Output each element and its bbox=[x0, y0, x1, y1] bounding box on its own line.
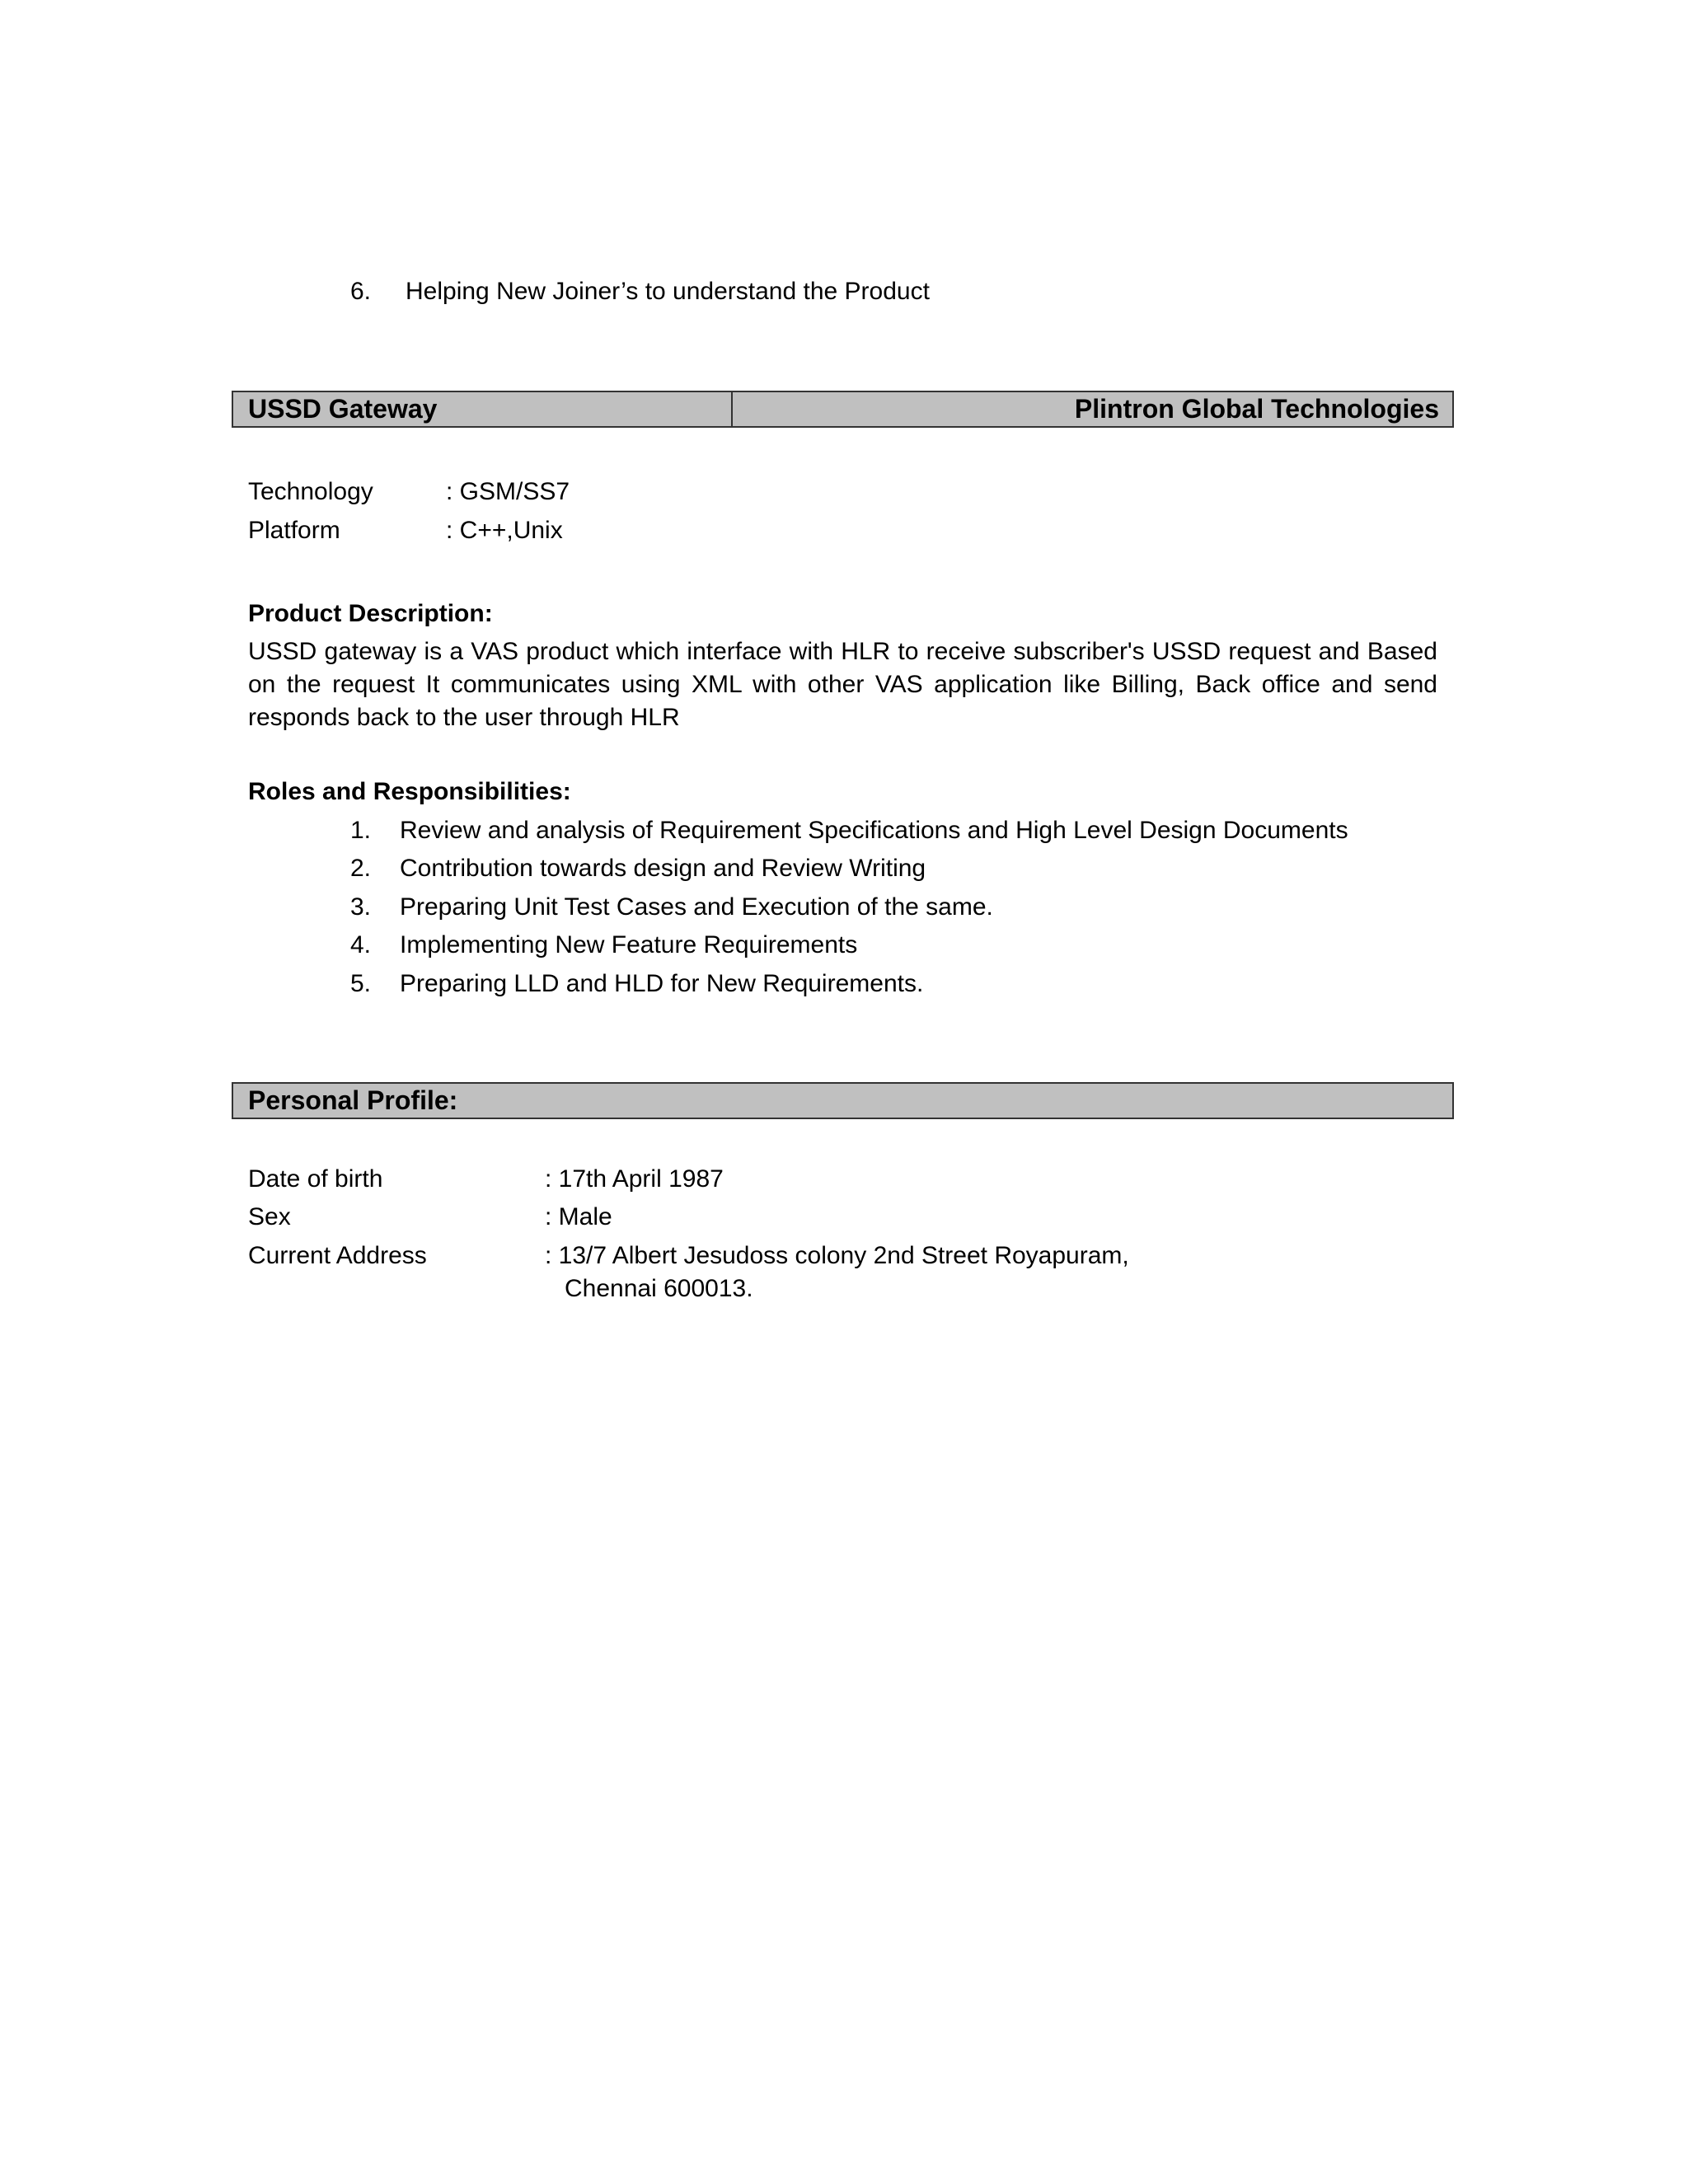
role-item: Review and analysis of Requirement Specifications and High Level Design Documents bbox=[400, 817, 1348, 844]
role-number: 5. bbox=[349, 970, 371, 997]
sex-label: Sex bbox=[248, 1203, 291, 1230]
list-number: 6. bbox=[349, 278, 371, 305]
role-item: Implementing New Feature Requirements bbox=[400, 931, 858, 958]
bar-divider bbox=[731, 392, 733, 426]
platform-value: : C++,Unix bbox=[446, 517, 563, 544]
list-item-text: Helping New Joiner’s to understand the Product bbox=[406, 278, 930, 305]
role-number: 4. bbox=[349, 931, 371, 958]
personal-profile-bar bbox=[232, 1082, 1454, 1119]
technology-label: Technology bbox=[248, 478, 373, 505]
technology-value: : GSM/SS7 bbox=[446, 478, 570, 505]
address-line-2: Chennai 600013. bbox=[565, 1275, 753, 1302]
project-name: USSD Gateway bbox=[248, 394, 438, 424]
address-label: Current Address bbox=[248, 1242, 427, 1269]
role-number: 2. bbox=[349, 855, 371, 882]
company-name: Plintron Global Technologies bbox=[1074, 394, 1439, 424]
role-item: Preparing LLD and HLD for New Requirements. bbox=[400, 970, 924, 997]
product-description-text: USSD gateway is a VAS product which interface with HLR to receive subscriber's USSD request and Based on the request It communicates using XML with other VAS application like Billing, Back office and send responds back to the user through HLR bbox=[248, 638, 1437, 731]
platform-label: Platform bbox=[248, 517, 340, 544]
dob-label: Date of birth bbox=[248, 1165, 383, 1193]
sex-value: : Male bbox=[545, 1203, 612, 1230]
personal-profile-heading: Personal Profile: bbox=[248, 1085, 458, 1115]
product-description-heading: Product Description: bbox=[248, 600, 493, 627]
dob-value: : 17th April 1987 bbox=[545, 1165, 724, 1193]
role-number: 1. bbox=[349, 817, 371, 844]
roles-heading: Roles and Responsibilities: bbox=[248, 778, 571, 805]
role-item: Contribution towards design and Review Writing bbox=[400, 855, 926, 882]
role-item: Preparing Unit Test Cases and Execution of the same. bbox=[400, 893, 993, 921]
project-header-bar bbox=[232, 391, 1454, 428]
role-number: 3. bbox=[349, 893, 371, 921]
address-line-1: : 13/7 Albert Jesudoss colony 2nd Street Royapuram, bbox=[545, 1242, 1129, 1269]
